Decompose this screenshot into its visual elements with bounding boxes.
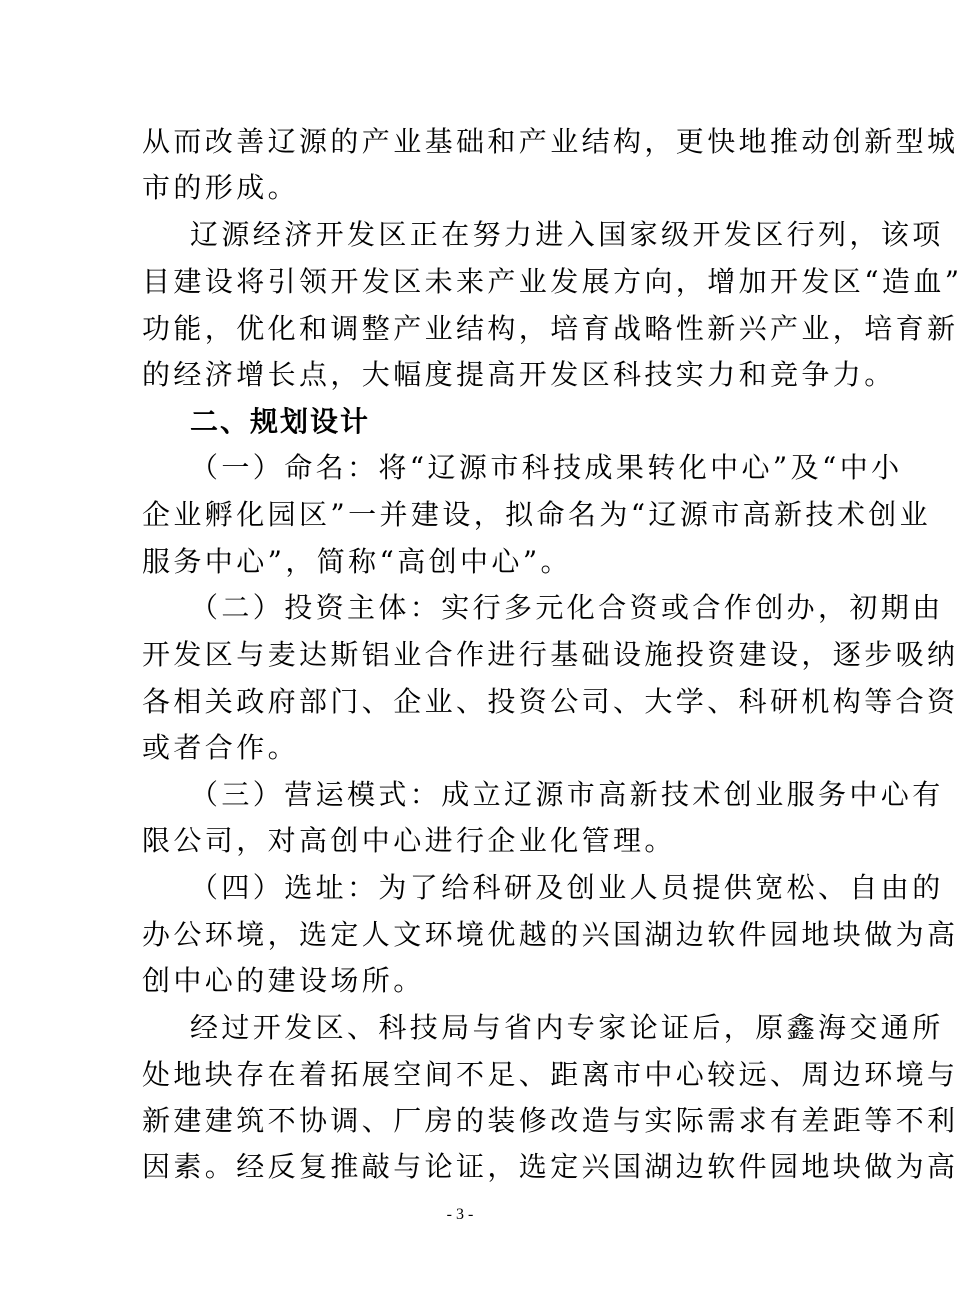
- text-line: 的经济增长点，大幅度提高开发区科技实力和竞争力。: [142, 358, 896, 391]
- page-number: - 3 -: [446, 1206, 474, 1223]
- text-line: 创中心的建设场所。: [142, 964, 425, 997]
- paragraph-start-line: 辽源经济开发区正在努力进入国家级开发区行列，该项: [190, 218, 944, 251]
- text-line: 办公环境，选定人文环境优越的兴国湖边软件园地块做为高: [142, 918, 959, 951]
- text-line: 新建建筑不协调、厂房的装修改造与实际需求有差距等不利: [142, 1104, 959, 1137]
- text-line: 功能，优化和调整产业结构，培育战略性新兴产业，培育新: [142, 312, 959, 345]
- paragraph-start-line: （三）营运模式：成立辽源市高新技术创业服务中心有: [190, 778, 944, 811]
- text-line: 从而改善辽源的产业基础和产业结构，更快地推动创新型城: [142, 125, 959, 158]
- text-line: 或者合作。: [142, 731, 300, 764]
- text-line: 处地块存在着拓展空间不足、距离市中心较远、周边环境与: [142, 1058, 959, 1091]
- paragraph-start-line: （四）选址：为了给科研及创业人员提供宽松、自由的: [190, 871, 944, 904]
- text-line: 目建设将引领开发区未来产业发展方向，增加开发区“造血”: [142, 265, 962, 298]
- text-line: 企业孵化园区”一并建设，拟命名为“辽源市高新技术创业: [142, 498, 932, 531]
- section-heading: 二、规划设计: [190, 405, 371, 438]
- text-line: 各相关政府部门、企业、投资公司、大学、科研机构等合资: [142, 685, 959, 718]
- paragraph-start-line: （一）命名：将“辽源市科技成果转化中心”及“中小: [190, 451, 903, 484]
- text-line: 因素。经反复推敲与论证，选定兴国湖边软件园地块做为高: [142, 1150, 959, 1183]
- text-line: 市的形成。: [142, 171, 300, 204]
- paragraph-start-line: 经过开发区、科技局与省内专家论证后，原鑫海交通所: [190, 1011, 944, 1044]
- text-line: 开发区与麦达斯铝业合作进行基础设施投资建设，逐步吸纳: [142, 638, 959, 671]
- text-line: 限公司，对高创中心进行企业化管理。: [142, 824, 676, 857]
- text-line: 服务中心”，简称“高创中心”。: [142, 545, 572, 578]
- paragraph-start-line: （二）投资主体：实行多元化合资或合作创办，初期由: [190, 591, 944, 624]
